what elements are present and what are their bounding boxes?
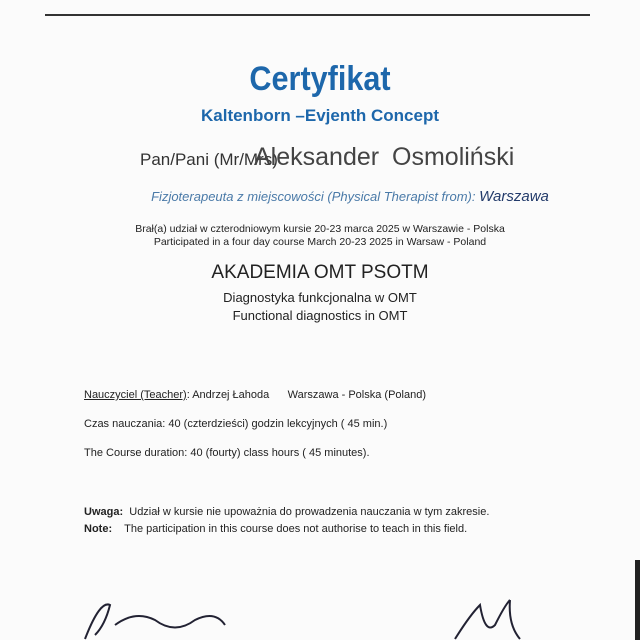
note-pl-label: Uwaga: — [84, 506, 124, 518]
teacher-label: Nauczyciel (Teacher) — [84, 389, 187, 401]
note-en-label: Note: — [84, 523, 113, 535]
note-pl — [84, 506, 489, 518]
course-name-en: Functional diagnostics in OMT — [232, 308, 408, 323]
participation-pl: Brał(a) udział w czterodniowym kursie 20-23 marca 2025 w Warszawie - Polska — [135, 223, 505, 235]
note-pl-text: Udział w kursie nie upoważnia do prowadzenia nauczania w tym zakresie. — [129, 506, 490, 518]
note-en-text: The participation in this course does not authorise to teach in this field. — [124, 523, 468, 535]
teacher-location: Warszawa - Polska (Poland) — [287, 389, 426, 401]
teacher-name: : Andrzej Łahoda — [186, 389, 270, 401]
note-en — [84, 523, 467, 535]
signature-left — [75, 595, 235, 640]
duration-pl: Czas nauczania: 40 (czterdzieści) godzin lekcyjnych ( 45 min.) — [84, 418, 388, 430]
duration-en: The Course duration: 40 (fourty) class hours ( 45 minutes). — [84, 447, 370, 459]
origin-city: Warszawa — [479, 188, 549, 205]
course-name-pl: Diagnostyka funkcjonalna w OMT — [223, 290, 417, 305]
origin-label: Fizjoterapeuta z miejscowości (Physical Therapist from): — [151, 189, 476, 204]
participation-en: Participated in a four day course March 20-23 2025 in Warsaw - Poland — [153, 236, 487, 248]
certificate-subtitle: Kaltenborn –Evjenth Concept — [200, 106, 440, 125]
scan-edge — [635, 560, 640, 640]
top-rule — [45, 14, 590, 16]
signature-right — [450, 595, 530, 640]
recipient-name: Aleksander Osmoliński — [254, 143, 515, 171]
teacher-line — [84, 389, 426, 401]
certificate-title: Certyfikat — [249, 60, 391, 98]
recipient-label: Pan/Pani (Mr/Mrs) — [140, 150, 278, 169]
origin-line — [30, 188, 640, 205]
organizer: AKADEMIA OMT PSOTM — [211, 262, 429, 283]
